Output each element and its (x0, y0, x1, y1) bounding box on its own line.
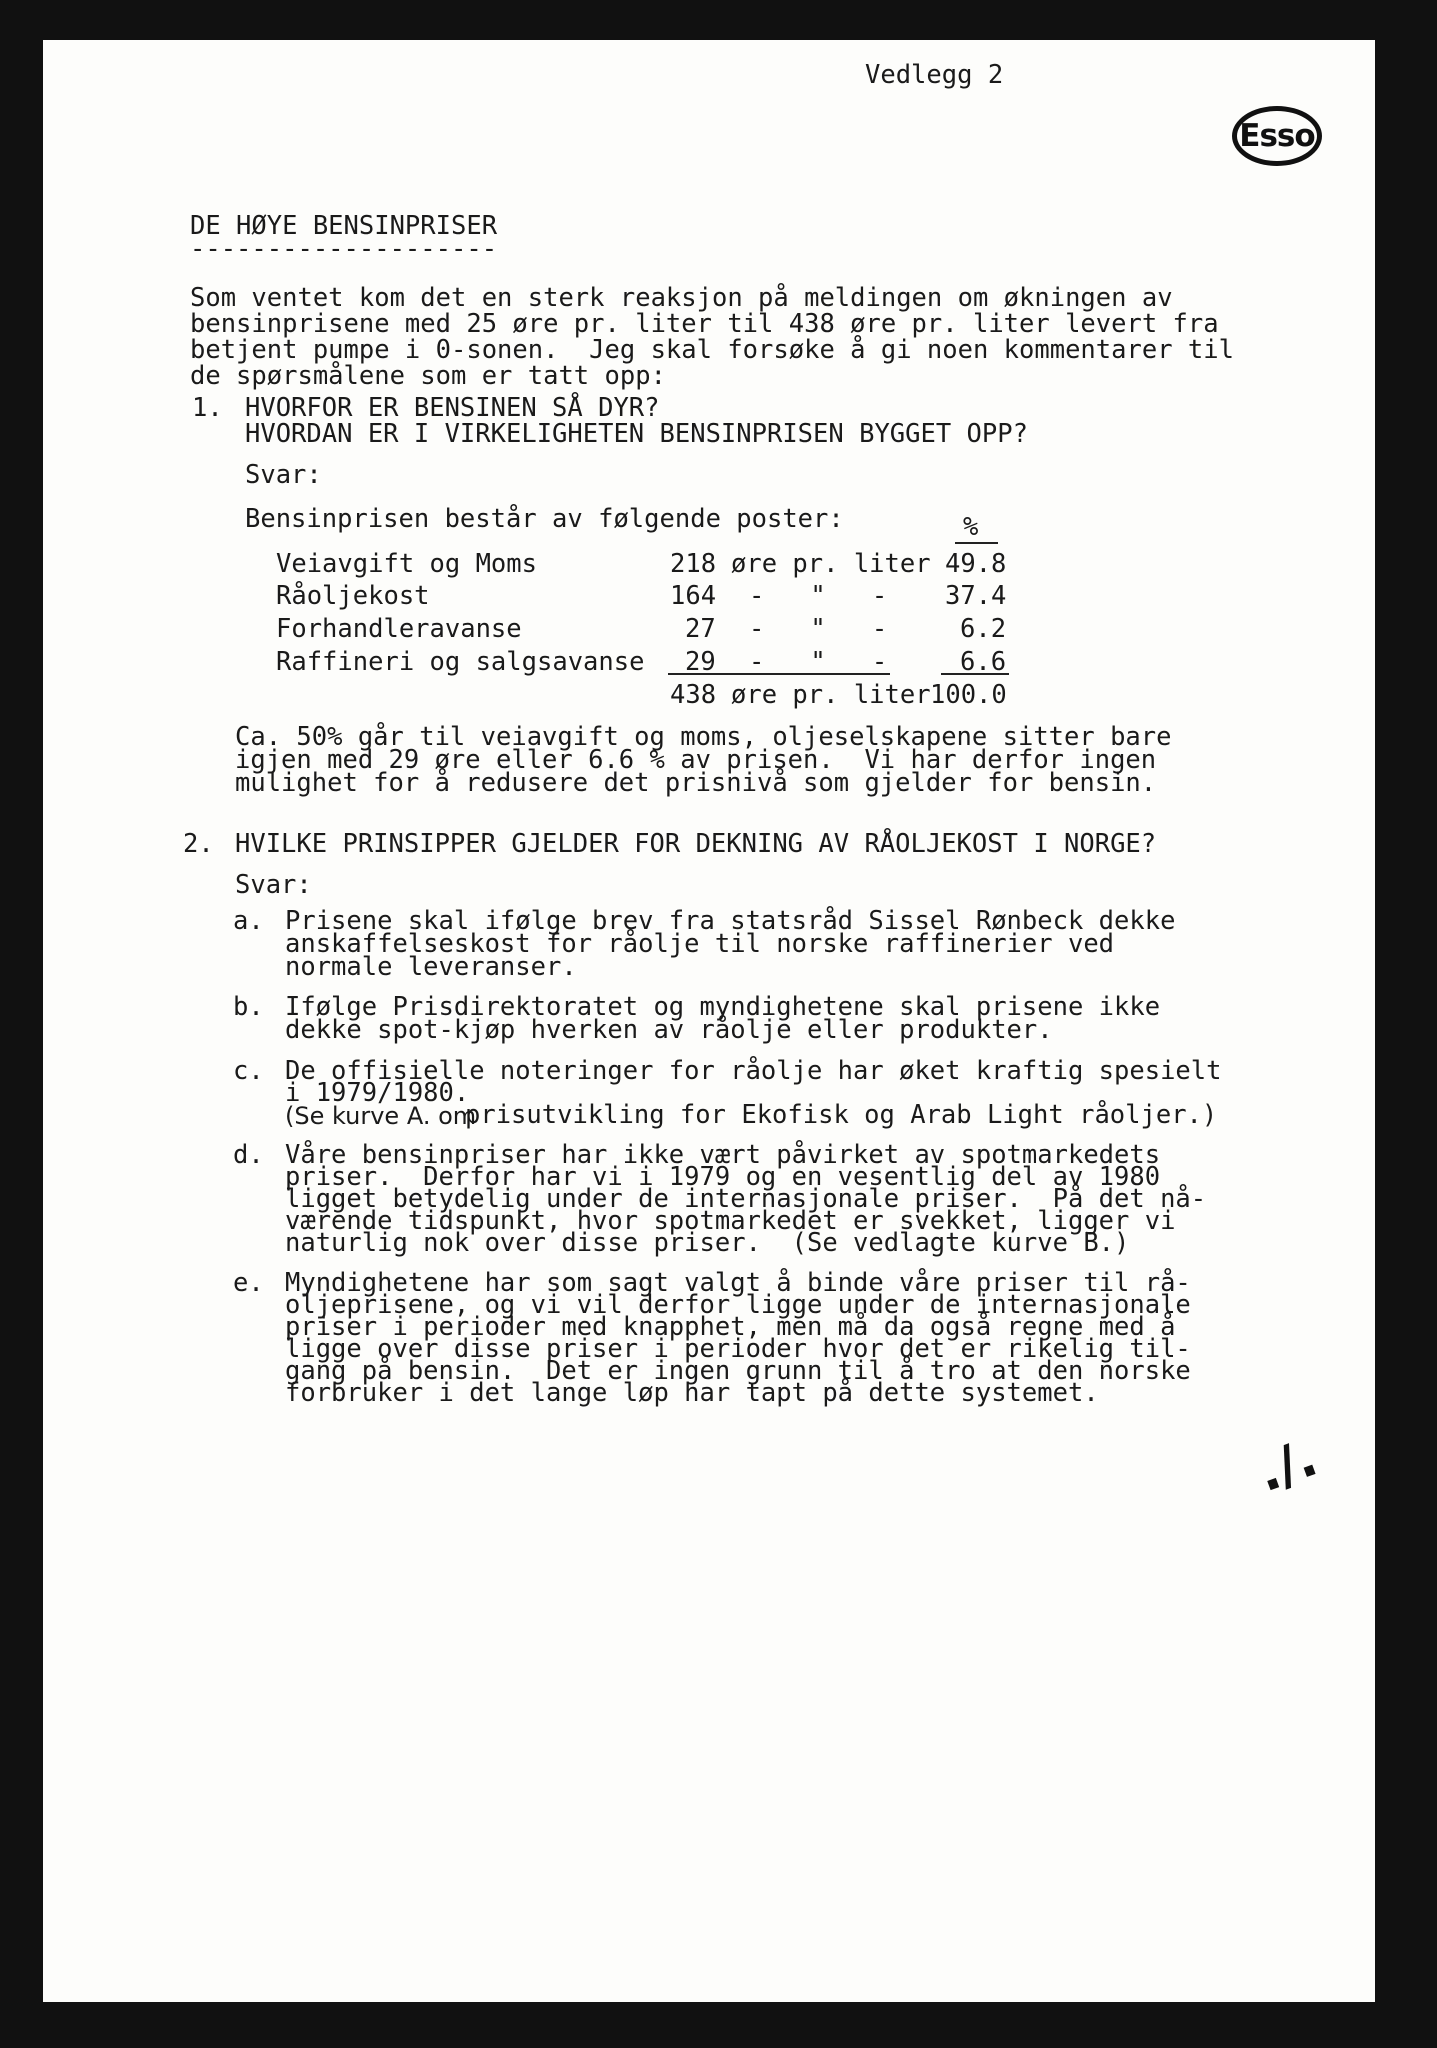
item-line: ligge over disse priser i perioder hvor det er rikelig til- (285, 1334, 1191, 1364)
item-line: naturlig nok over disse priser. (Se vedlagte kurve B.) (285, 1228, 1130, 1258)
table-row-amount: 164 (670, 581, 717, 611)
item-letter: e. (233, 1268, 264, 1298)
table-row-item: Forhandleravanse (276, 614, 522, 644)
percent-header: % (963, 512, 979, 542)
q2-heading: HVILKE PRINSIPPER GJELDER FOR DEKNING AV RÅOLJEKOST I NORGE? (235, 829, 1157, 859)
intro-line: bensinprisene med 25 øre pr. liter til 438 øre pr. liter levert fra (190, 309, 1219, 339)
item-line: dekke spot-kjøp hverken av råolje eller produkter. (285, 1015, 1053, 1045)
item-letter: c. (233, 1056, 264, 1086)
item-line: oljeprisene, og vi vil derfor ligge under de internasjonale (285, 1290, 1191, 1320)
q1-heading-line: HVORDAN ER I VIRKELIGHETEN BENSINPRISEN BYGGET OPP? (245, 419, 1028, 449)
table-total-unit: øre pr. liter (731, 680, 931, 710)
sum-rule-amount (668, 673, 890, 675)
table-row-amount: 218 (670, 549, 717, 579)
document-title: DE HØYE BENSINPRISER (190, 211, 498, 241)
item-line: De offisielle noteringer for råolje har øket kraftig spesielt (285, 1056, 1222, 1086)
table-row-unit: - " - (749, 614, 888, 644)
table-row-item: Veiavgift og Moms (276, 549, 537, 579)
q1-answer-label: Svar: (245, 460, 322, 490)
table-total-pct: 100.0 (930, 680, 1007, 710)
item-line: Ifølge Prisdirektoratet og myndighetene skal prisene ikke (285, 992, 1161, 1022)
table-row-pct: 37.4 (945, 581, 1007, 611)
table-row-amount: 27 (685, 614, 716, 644)
table-row-pct: 6.6 (960, 647, 1007, 677)
table-row-unit: øre pr. liter (731, 549, 931, 579)
intro-line: betjent pumpe i 0-sonen. Jeg skal forsøke å gi noen kommentarer til (190, 335, 1234, 365)
table-row-amount: 29 (685, 647, 716, 677)
conclusion-line: igjen med 29 øre eller 6.6 % av prisen. Vi har derfor ingen (235, 745, 1157, 775)
percent-header-rule (955, 542, 998, 544)
q2-answer-label: Svar: (235, 870, 312, 900)
intro-line: Som ventet kom det en sterk reaksjon på meldingen om økningen av (190, 283, 1173, 313)
item-line: priser. Derfor har vi i 1979 og en vesentlig del av 1980 (285, 1162, 1161, 1192)
q2-number: 2. (183, 829, 214, 859)
intro-line: de spørsmålene som er tatt opp: (190, 361, 666, 391)
conclusion-line: Ca. 50% går til veiavgift og moms, oljeselskapene sitter bare (235, 722, 1172, 752)
item-line: i 1979/1980. (285, 1078, 470, 1108)
item-line: normale leveranser. (285, 952, 577, 982)
item-line: gang på bensin. Det er ingen grunn til å tro at den norske (285, 1356, 1191, 1386)
table-total-amount: 438 (670, 680, 717, 710)
title-underline: -------------------- (190, 234, 498, 264)
table-row-unit: - " - (749, 647, 888, 677)
esso-logo: Esso (1232, 106, 1322, 166)
item-letter: d. (233, 1140, 264, 1170)
q1-number: 1. (192, 393, 223, 423)
item-line: Myndighetene har som sagt valgt å binde våre priser til rå- (285, 1268, 1191, 1298)
q1-table-intro: Bensinprisen består av følgende poster: (245, 504, 844, 534)
item-letter: b. (233, 992, 264, 1022)
table-row-item: Råoljekost (276, 581, 430, 611)
item-line: forbruker i det lange løp har tapt på dette systemet. (285, 1378, 1099, 1408)
item-line: priser i perioder med knapphet, men må da også regne med å (285, 1312, 1176, 1342)
sum-rule-pct (941, 673, 1009, 675)
continuation-mark: ./. (1249, 1427, 1325, 1505)
table-row-pct: 49.8 (945, 549, 1007, 579)
item-line: Prisene skal ifølge brev fra statsråd Sissel Rønbeck dekke (285, 906, 1176, 936)
attachment-label: Vedlegg 2 (865, 60, 1004, 90)
handwritten-note: (Se kurve A. om (285, 1102, 477, 1130)
item-line: ligget betydelig under de internasjonale priser. På det nå- (285, 1184, 1207, 1214)
item-line: værende tidspunkt, hvor spotmarkedet er svekket, ligger vi (285, 1206, 1176, 1236)
item-line: Våre bensinpriser har ikke vært påvirket av spotmarkedets (285, 1140, 1161, 1170)
item-line: prisutvikling for Ekofisk og Arab Light råoljer.) (465, 1100, 1218, 1130)
conclusion-line: mulighet for å redusere det prisnivå som gjelder for bensin. (235, 768, 1157, 798)
table-row-item: Raffineri og salgsavanse (276, 647, 645, 677)
table-row-pct: 6.2 (960, 614, 1007, 644)
item-line: anskaffelseskost for råolje til norske raffinerier ved (285, 929, 1115, 959)
item-letter: a. (233, 906, 264, 936)
q1-heading-line: HVORFOR ER BENSINEN SÅ DYR? (245, 393, 660, 423)
table-row-unit: - " - (749, 581, 888, 611)
document-page (43, 40, 1375, 2002)
